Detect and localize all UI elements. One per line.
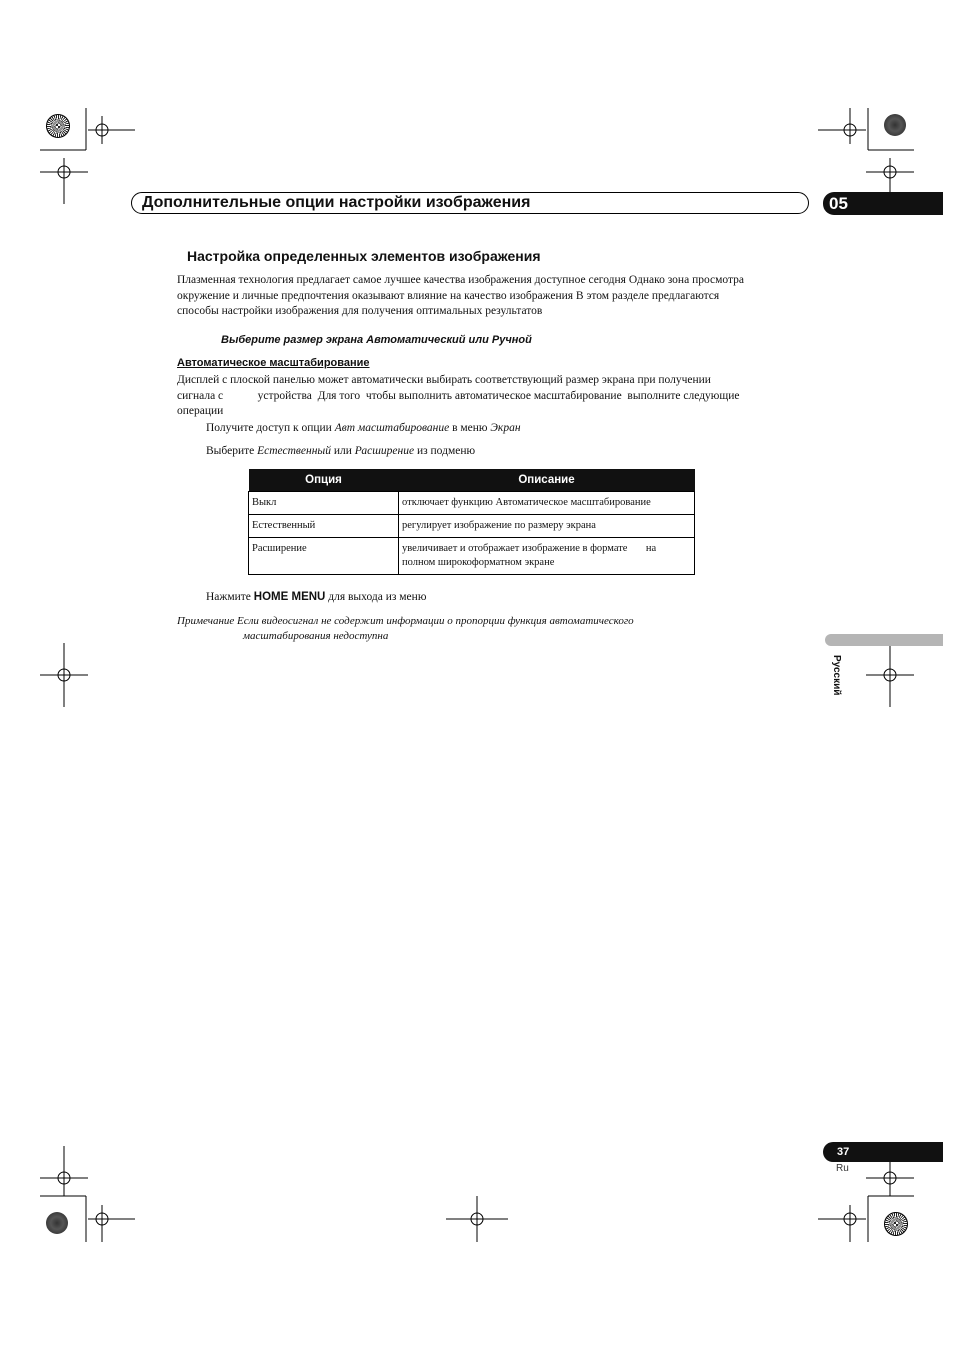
column-header-description: Описание [399,469,695,492]
language-tab-bar [825,634,943,646]
step-text: из подменю [414,445,476,457]
menu-option-name: Авт масштабирование [334,422,450,434]
note-line: Примечание Если видеосигнал не содержит информации о пропорции функция автоматического [177,615,634,627]
step-text: Выберите [206,445,258,457]
option-cell: Расширение [249,538,399,575]
description-text: полном широкоформатном экране [402,557,555,568]
section-title: Настройка определенных элементов изображения [187,248,541,264]
body-line: сигнала с устройства Для того чтобы выполнить автоматическое масштабирование выполните следующие [177,389,740,402]
step-2 [206,445,475,457]
home-menu-key: HOME MENU [253,591,326,603]
description-cell [399,538,695,575]
body-line: операции [177,405,224,417]
description-text: регулирует изображение по размеру экрана [402,520,596,531]
option-wide: Расширение [354,445,415,457]
page-language-code: Ru [836,1163,849,1174]
description-cell [399,492,695,515]
language-label: Русский [831,655,842,696]
intro-line: способы настройки изображения для получения оптимальных результатов [177,305,543,317]
chapter-number-badge: 05 [823,192,943,215]
table-row [249,515,695,538]
body-line: Дисплей с плоской панелью может автоматически выбирать соответствующий размер экрана при получении [177,374,711,386]
step-text: Получите доступ к опции [206,422,335,434]
options-table [248,469,695,575]
description-text: отключает функцию Автоматическое масштабирование [402,497,651,508]
menu-name: Экран [490,422,521,434]
chapter-title: Дополнительные опции настройки изображения [142,194,531,211]
section-intro [177,273,817,320]
step-text: или [330,445,355,457]
intro-line: окружение и личные предпочтения оказывают влияние на качество изображения В этом разделе предлагаются [177,289,720,302]
option-cell: Естественный [249,515,399,538]
table-row [249,538,695,575]
step-3 [206,591,426,603]
step-text: для выхода из меню [325,591,427,603]
description-cell [399,515,695,538]
step-title: Выберите размер экрана Автоматический или Ручной [221,334,532,346]
step-text: Нажмите [206,591,254,603]
subsection-body [177,373,817,420]
intro-line: Плазменная технология предлагает самое лучшее качества изображения доступное сегодня Однако зона просмотра [177,274,745,286]
note-line: масштабирования недоступна [243,630,389,642]
note [177,614,777,644]
table-header-row [249,469,695,492]
option-natural: Естественный [257,445,331,457]
page-number-badge: 37 [823,1142,943,1162]
step-1 [206,422,521,434]
option-cell: Выкл [249,492,399,515]
table-row [249,492,695,515]
step-text: в меню [449,422,491,434]
column-header-option: Опция [249,469,399,492]
description-text: увеличивает и отображает изображение в формате на [402,543,657,554]
subsection-title: Автоматическое масштабирование [177,357,370,369]
